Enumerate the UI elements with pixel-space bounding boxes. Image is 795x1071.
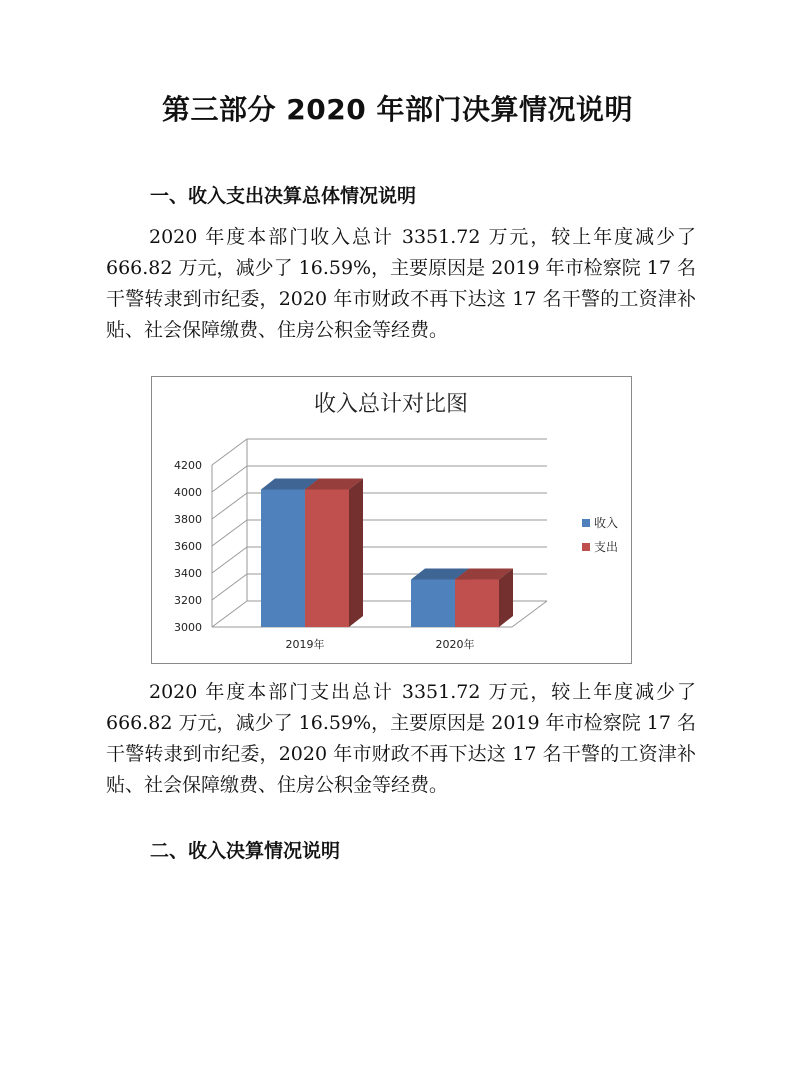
chart-title: 收入总计对比图	[313, 392, 469, 417]
section-heading-1: 一、收入支出决算总体情况说明	[150, 185, 417, 207]
legend-label: 支出	[594, 540, 619, 554]
gridline-side	[212, 547, 247, 573]
y-tick-label: 3200	[174, 594, 202, 607]
floor-right-edge	[512, 601, 547, 627]
legend-swatch	[582, 543, 590, 551]
y-tick-label: 4200	[174, 459, 202, 472]
legend-swatch	[582, 519, 590, 527]
bar-支出-2020年	[455, 569, 513, 627]
page-title: 第三部分 2020 年部门决算情况说明	[162, 93, 633, 126]
x-tick-label: 2020年	[435, 638, 475, 651]
y-tick-label: 3600	[174, 540, 202, 553]
gridline-side	[212, 574, 247, 600]
gridline-side	[212, 439, 247, 465]
legend-label: 收入	[594, 516, 619, 530]
paragraph-income: 2020 年度本部门收入总计 3351.72 万元，较上年度减少了 666.82 万元，减少了 16.59%，主要原因是 2019 年市检察院 17 名干警转隶到市纪委，2020 年市财政不再下达这 17 名干警的工资津补贴、社会保障缴费、住房公积金等经费。	[106, 226, 696, 341]
chart-canvas	[152, 377, 631, 663]
gridline-side	[212, 601, 247, 627]
bar-front	[261, 489, 305, 627]
bar-front	[411, 580, 455, 627]
y-tick-label: 3800	[174, 513, 202, 526]
y-tick-label: 3000	[174, 621, 202, 634]
gridline-side	[212, 520, 247, 546]
x-tick-label: 2019年	[285, 638, 325, 651]
bar-支出-2019年	[305, 478, 363, 627]
gridline-side	[212, 466, 247, 492]
paragraph-expenditure: 2020 年度本部门支出总计 3351.72 万元，较上年度减少了 666.82 万元，减少了 16.59%，主要原因是 2019 年市检察院 17 名干警转隶到市纪委，2020 年市财政不再下达这 17 名干警的工资津补贴、社会保障缴费、住房公积金等经费。	[106, 681, 696, 796]
y-tick-label: 3400	[174, 567, 202, 580]
income-comparison-chart	[151, 376, 632, 664]
bar-front	[455, 580, 499, 627]
bar-front	[305, 489, 349, 627]
y-tick-label: 4000	[174, 486, 202, 499]
bar-side	[349, 478, 363, 627]
gridline-side	[212, 493, 247, 519]
section-heading-2: 二、收入决算情况说明	[150, 840, 341, 862]
